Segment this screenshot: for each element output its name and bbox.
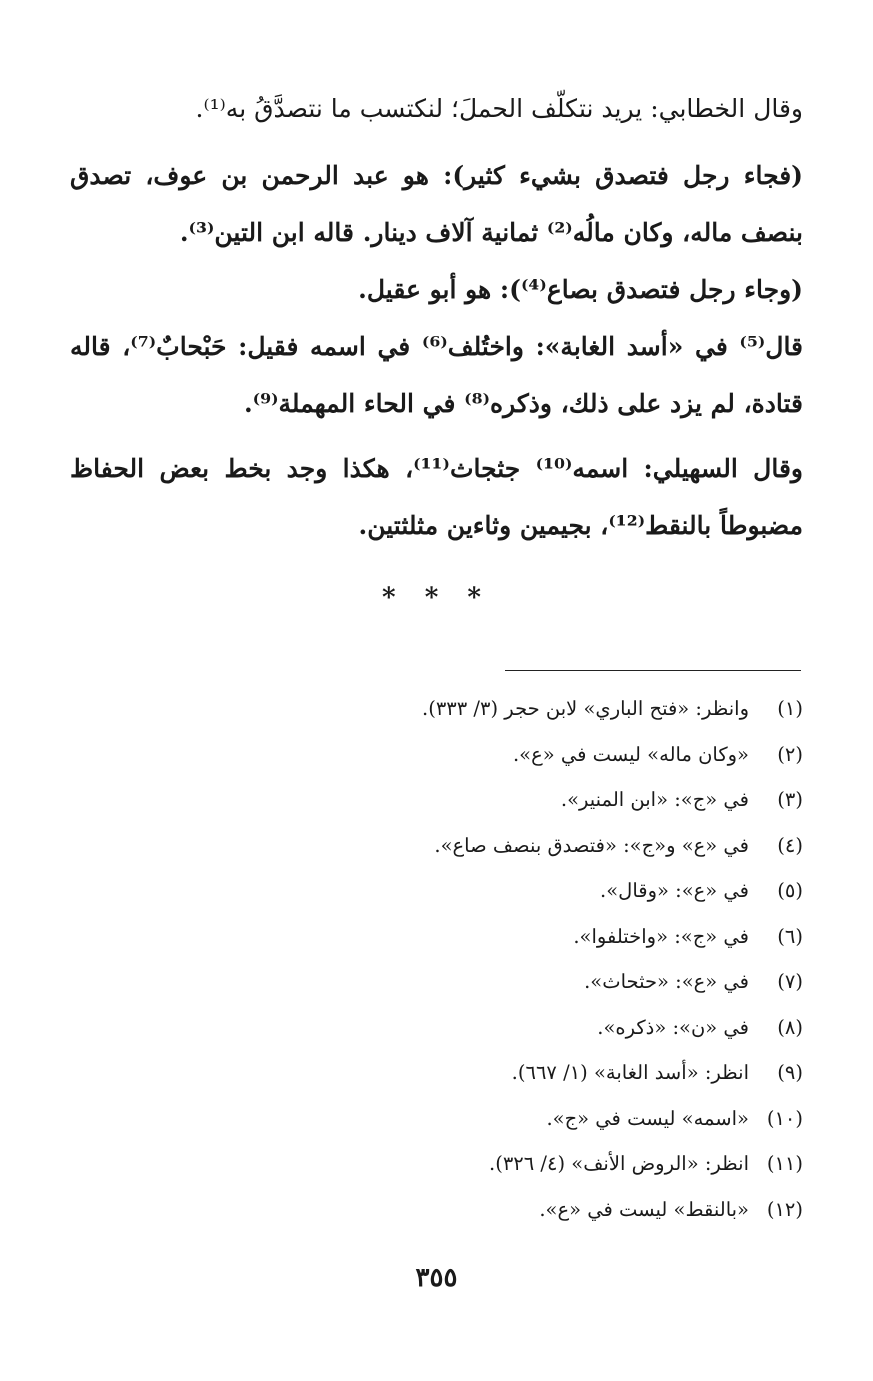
paragraph-asad-alghaba: قال⁽⁵⁾ في «أسد الغابة»: واختُلف⁽⁶⁾ في اسمه فقيل: حَبْحابٌ⁽⁷⁾، قاله قتادة، لم يزد على ذلك، وذكره⁽⁸⁾ في الحاء المهملة⁽⁹⁾. [70,332,804,418]
footnote-rule [505,670,801,671]
footnote-item [70,732,803,778]
footnote-number: (٨) [777,1015,803,1039]
footnote-number: (١٠) [766,1106,803,1130]
footnote-text: في «ع»: «وقال». [600,879,749,902]
footnote-text: في «ج»: «واختلفوا». [573,924,749,948]
footnote-text: في «ن»: «ذكره». [597,1015,749,1039]
footnote-item [70,1005,803,1051]
footnote-number: (١) [777,697,803,720]
footnote-text: «وكان ماله» ليست في «ع». [512,742,749,766]
footnote-item [70,1096,803,1142]
footnotes [70,686,803,1232]
footnote-item [70,868,803,914]
footnote-item [70,1050,803,1096]
footnote-text: في «ج»: «ابن المنير». [560,788,749,811]
paragraph-khattabi: وقال الخطابي: يريد نتكلّف الحملَ؛ لنكتسب ما نتصدَّقُ به⁽¹⁾. [195,94,803,123]
footnote-item [70,959,803,1005]
footnote-item [70,777,803,823]
footnote-text: «بالنقط» ليست في «ع». [539,1197,749,1221]
paragraph-suhayli: وقال السهيلي: اسمه⁽¹⁰⁾ جثجاث⁽¹¹⁾، هكذا وجد بخط بعض الحفاظ مضبوطاً بالنقط⁽¹²⁾، بجيمين وثاءين مثلثتين. [70,454,803,540]
paragraph-abdulrahman: (فجاء رجل فتصدق بشيء كثير): هو عبد الرحمن بن عوف، تصدق بنصف ماله، وكان مالُه⁽²⁾ ثمانية آلاف دينار. قاله ابن التين⁽³⁾. [70,161,803,247]
footnote-number: (٢) [777,742,803,766]
section-separator: * * * [382,583,491,613]
footnote-number: (٣) [777,788,803,811]
footnote-item [70,1141,803,1187]
footnote-text: «اسمه» ليست في «ج». [546,1106,749,1130]
footnote-number: (١١) [766,1152,803,1175]
footnote-text: انظر: «الروض الأنف» (٤/ ٣٢٦). [489,1152,749,1175]
footnote-text: في «ع»: «حثحاث». [584,970,749,993]
footnote-text: انظر: «أسد الغابة» (١/ ٦٦٧). [511,1061,749,1084]
footnote-item [70,914,803,960]
footnote-text: في «ع» و«ج»: «فتصدق بنصف صاع». [434,833,749,857]
footnote-number: (٦) [777,924,803,948]
footnote-number: (٥) [777,879,803,902]
footnote-number: (٩) [777,1061,803,1084]
page-number: ٣٥٥ [415,1263,458,1293]
footnote-number: (٤) [777,833,803,857]
footnote-number: (٧) [777,970,803,993]
paragraph-abu-aqil: (وجاء رجل فتصدق بصاع⁽⁴⁾): هو أبو عقيل. [358,275,803,304]
footnote-item [70,1187,803,1233]
footnote-item [70,823,803,869]
footnote-text: وانظر: «فتح الباري» لابن حجر (٣/ ٣٣٣). [422,697,749,720]
footnote-number: (١٢) [766,1197,803,1221]
footnote-item [70,686,803,732]
